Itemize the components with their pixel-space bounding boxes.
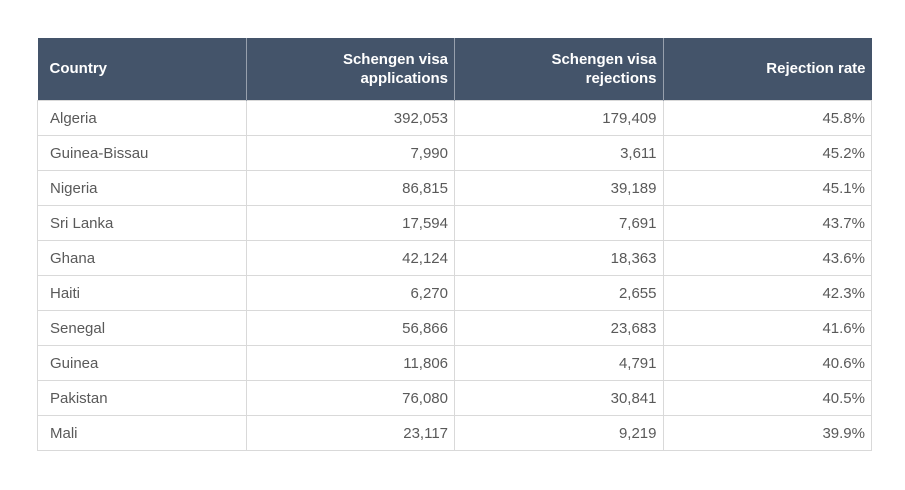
- cell-applications: 392,053: [246, 101, 455, 136]
- cell-applications: 7,990: [246, 136, 455, 171]
- cell-country: Nigeria: [38, 171, 247, 206]
- cell-rate: 40.6%: [663, 346, 872, 381]
- cell-country: Pakistan: [38, 381, 247, 416]
- cell-rejections: 9,219: [455, 416, 664, 451]
- schengen-visa-table: [37, 38, 872, 451]
- cell-rate: 43.6%: [663, 241, 872, 276]
- cell-applications: 76,080: [246, 381, 455, 416]
- header-row: [38, 38, 872, 101]
- cell-rejections: 179,409: [455, 101, 664, 136]
- cell-rejections: 7,691: [455, 206, 664, 241]
- cell-rejections: 23,683: [455, 311, 664, 346]
- table-row: [38, 101, 872, 136]
- table-row: [38, 276, 872, 311]
- column-header-country: [38, 38, 247, 101]
- table-body: [38, 101, 872, 451]
- column-header-applications: [246, 38, 455, 101]
- cell-rate: 40.5%: [663, 381, 872, 416]
- table-header: [38, 38, 872, 101]
- cell-country: Ghana: [38, 241, 247, 276]
- cell-rate: 45.2%: [663, 136, 872, 171]
- cell-rejections: 18,363: [455, 241, 664, 276]
- cell-rejections: 4,791: [455, 346, 664, 381]
- cell-applications: 6,270: [246, 276, 455, 311]
- cell-rejections: 30,841: [455, 381, 664, 416]
- cell-country: Guinea: [38, 346, 247, 381]
- cell-country: Sri Lanka: [38, 206, 247, 241]
- table-row: [38, 136, 872, 171]
- cell-rate: 43.7%: [663, 206, 872, 241]
- cell-rate: 42.3%: [663, 276, 872, 311]
- column-header-applications-label: Schengen visa applications: [342, 50, 448, 87]
- table-row: [38, 171, 872, 206]
- cell-rejections: 3,611: [455, 136, 664, 171]
- cell-country: Haiti: [38, 276, 247, 311]
- cell-applications: 42,124: [246, 241, 455, 276]
- cell-rejections: 39,189: [455, 171, 664, 206]
- cell-rate: 45.1%: [663, 171, 872, 206]
- cell-country: Senegal: [38, 311, 247, 346]
- cell-rejections: 2,655: [455, 276, 664, 311]
- cell-applications: 11,806: [246, 346, 455, 381]
- cell-country: Algeria: [38, 101, 247, 136]
- cell-country: Guinea-Bissau: [38, 136, 247, 171]
- table-row: [38, 416, 872, 451]
- table-row: [38, 241, 872, 276]
- cell-country: Mali: [38, 416, 247, 451]
- table-row: [38, 206, 872, 241]
- table-row: [38, 311, 872, 346]
- cell-applications: 56,866: [246, 311, 455, 346]
- column-header-rejections-label: Schengen visa rejections: [551, 50, 657, 87]
- cell-rate: 45.8%: [663, 101, 872, 136]
- column-header-rate-label: Rejection rate: [766, 60, 866, 78]
- cell-applications: 86,815: [246, 171, 455, 206]
- cell-rate: 39.9%: [663, 416, 872, 451]
- cell-applications: 23,117: [246, 416, 455, 451]
- cell-applications: 17,594: [246, 206, 455, 241]
- column-header-rate: [663, 38, 872, 101]
- table-row: [38, 346, 872, 381]
- table-row: [38, 381, 872, 416]
- column-header-country-label: Country: [49, 60, 107, 78]
- column-header-rejections: [455, 38, 664, 101]
- cell-rate: 41.6%: [663, 311, 872, 346]
